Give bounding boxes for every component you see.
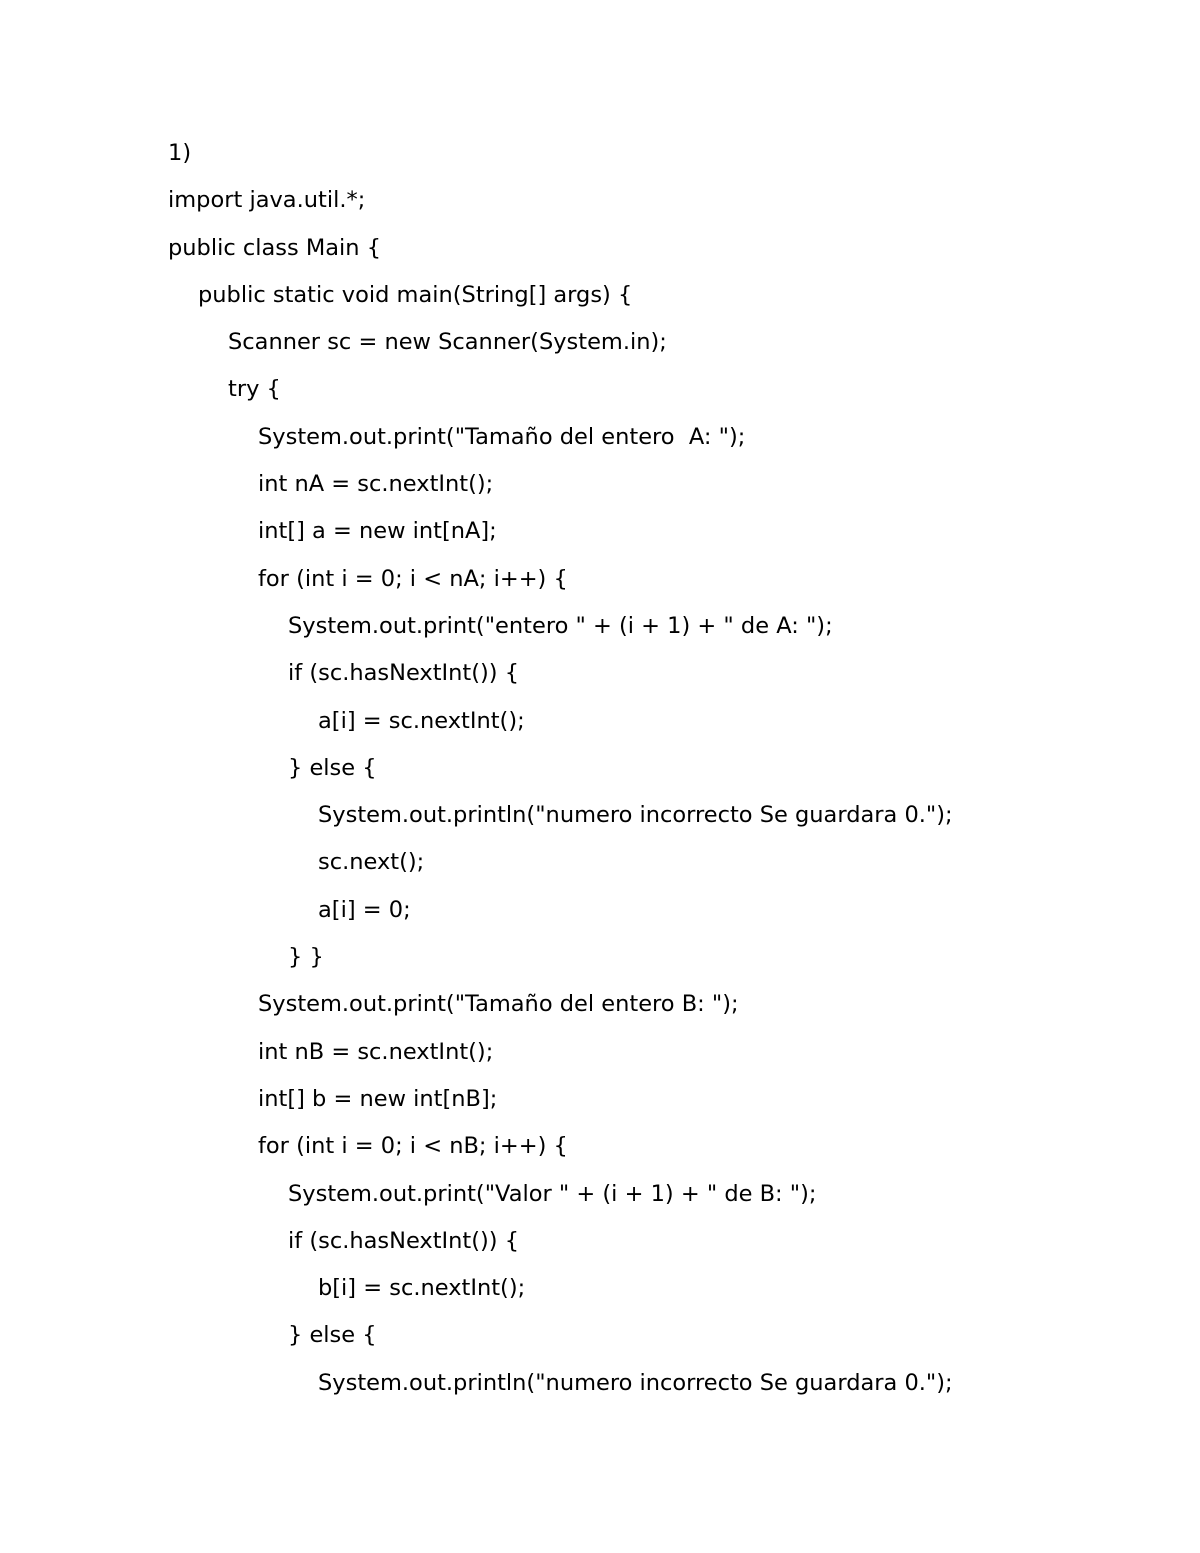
line-21: int[] b = new int[nB]; bbox=[258, 1085, 498, 1112]
line-9: int[] a = new int[nA]; bbox=[258, 518, 497, 545]
line-5: Scanner sc = new Scanner(System.in); bbox=[228, 329, 667, 356]
line-4: public static void main(String[] args) { bbox=[198, 281, 633, 308]
line-12: if (sc.hasNextInt()) { bbox=[288, 660, 520, 687]
line-23: System.out.print("Valor " + (i + 1) + " de B: "); bbox=[288, 1180, 817, 1207]
line-27: System.out.println("numero incorrecto Se guardara 0."); bbox=[318, 1369, 953, 1396]
line-22: for (int i = 0; i < nB; i++) { bbox=[258, 1133, 568, 1160]
line-16: sc.next(); bbox=[318, 849, 425, 876]
line-18: } } bbox=[288, 944, 324, 971]
line-19: System.out.print("Tamaño del entero B: "); bbox=[258, 991, 739, 1018]
line-7: System.out.print("Tamaño del entero A: "); bbox=[258, 423, 746, 450]
line-3: public class Main { bbox=[168, 234, 382, 261]
line-25: b[i] = sc.nextInt(); bbox=[318, 1275, 526, 1302]
line-15: System.out.println("numero incorrecto Se guardara 0."); bbox=[318, 802, 953, 829]
code-listing bbox=[168, 135, 1168, 1412]
line-14: } else { bbox=[288, 754, 377, 781]
line-8: int nA = sc.nextInt(); bbox=[258, 471, 494, 498]
line-2: import java.util.*; bbox=[168, 187, 366, 214]
line-1: 1) bbox=[168, 140, 192, 166]
line-17: a[i] = 0; bbox=[318, 896, 411, 923]
line-24: if (sc.hasNextInt()) { bbox=[288, 1227, 520, 1254]
line-6: try { bbox=[228, 376, 281, 403]
line-20: int nB = sc.nextInt(); bbox=[258, 1038, 494, 1065]
line-13: a[i] = sc.nextInt(); bbox=[318, 707, 525, 734]
line-11: System.out.print("entero " + (i + 1) + " de A: "); bbox=[288, 612, 833, 639]
line-26: } else { bbox=[288, 1322, 377, 1349]
line-10: for (int i = 0; i < nA; i++) { bbox=[258, 565, 568, 592]
